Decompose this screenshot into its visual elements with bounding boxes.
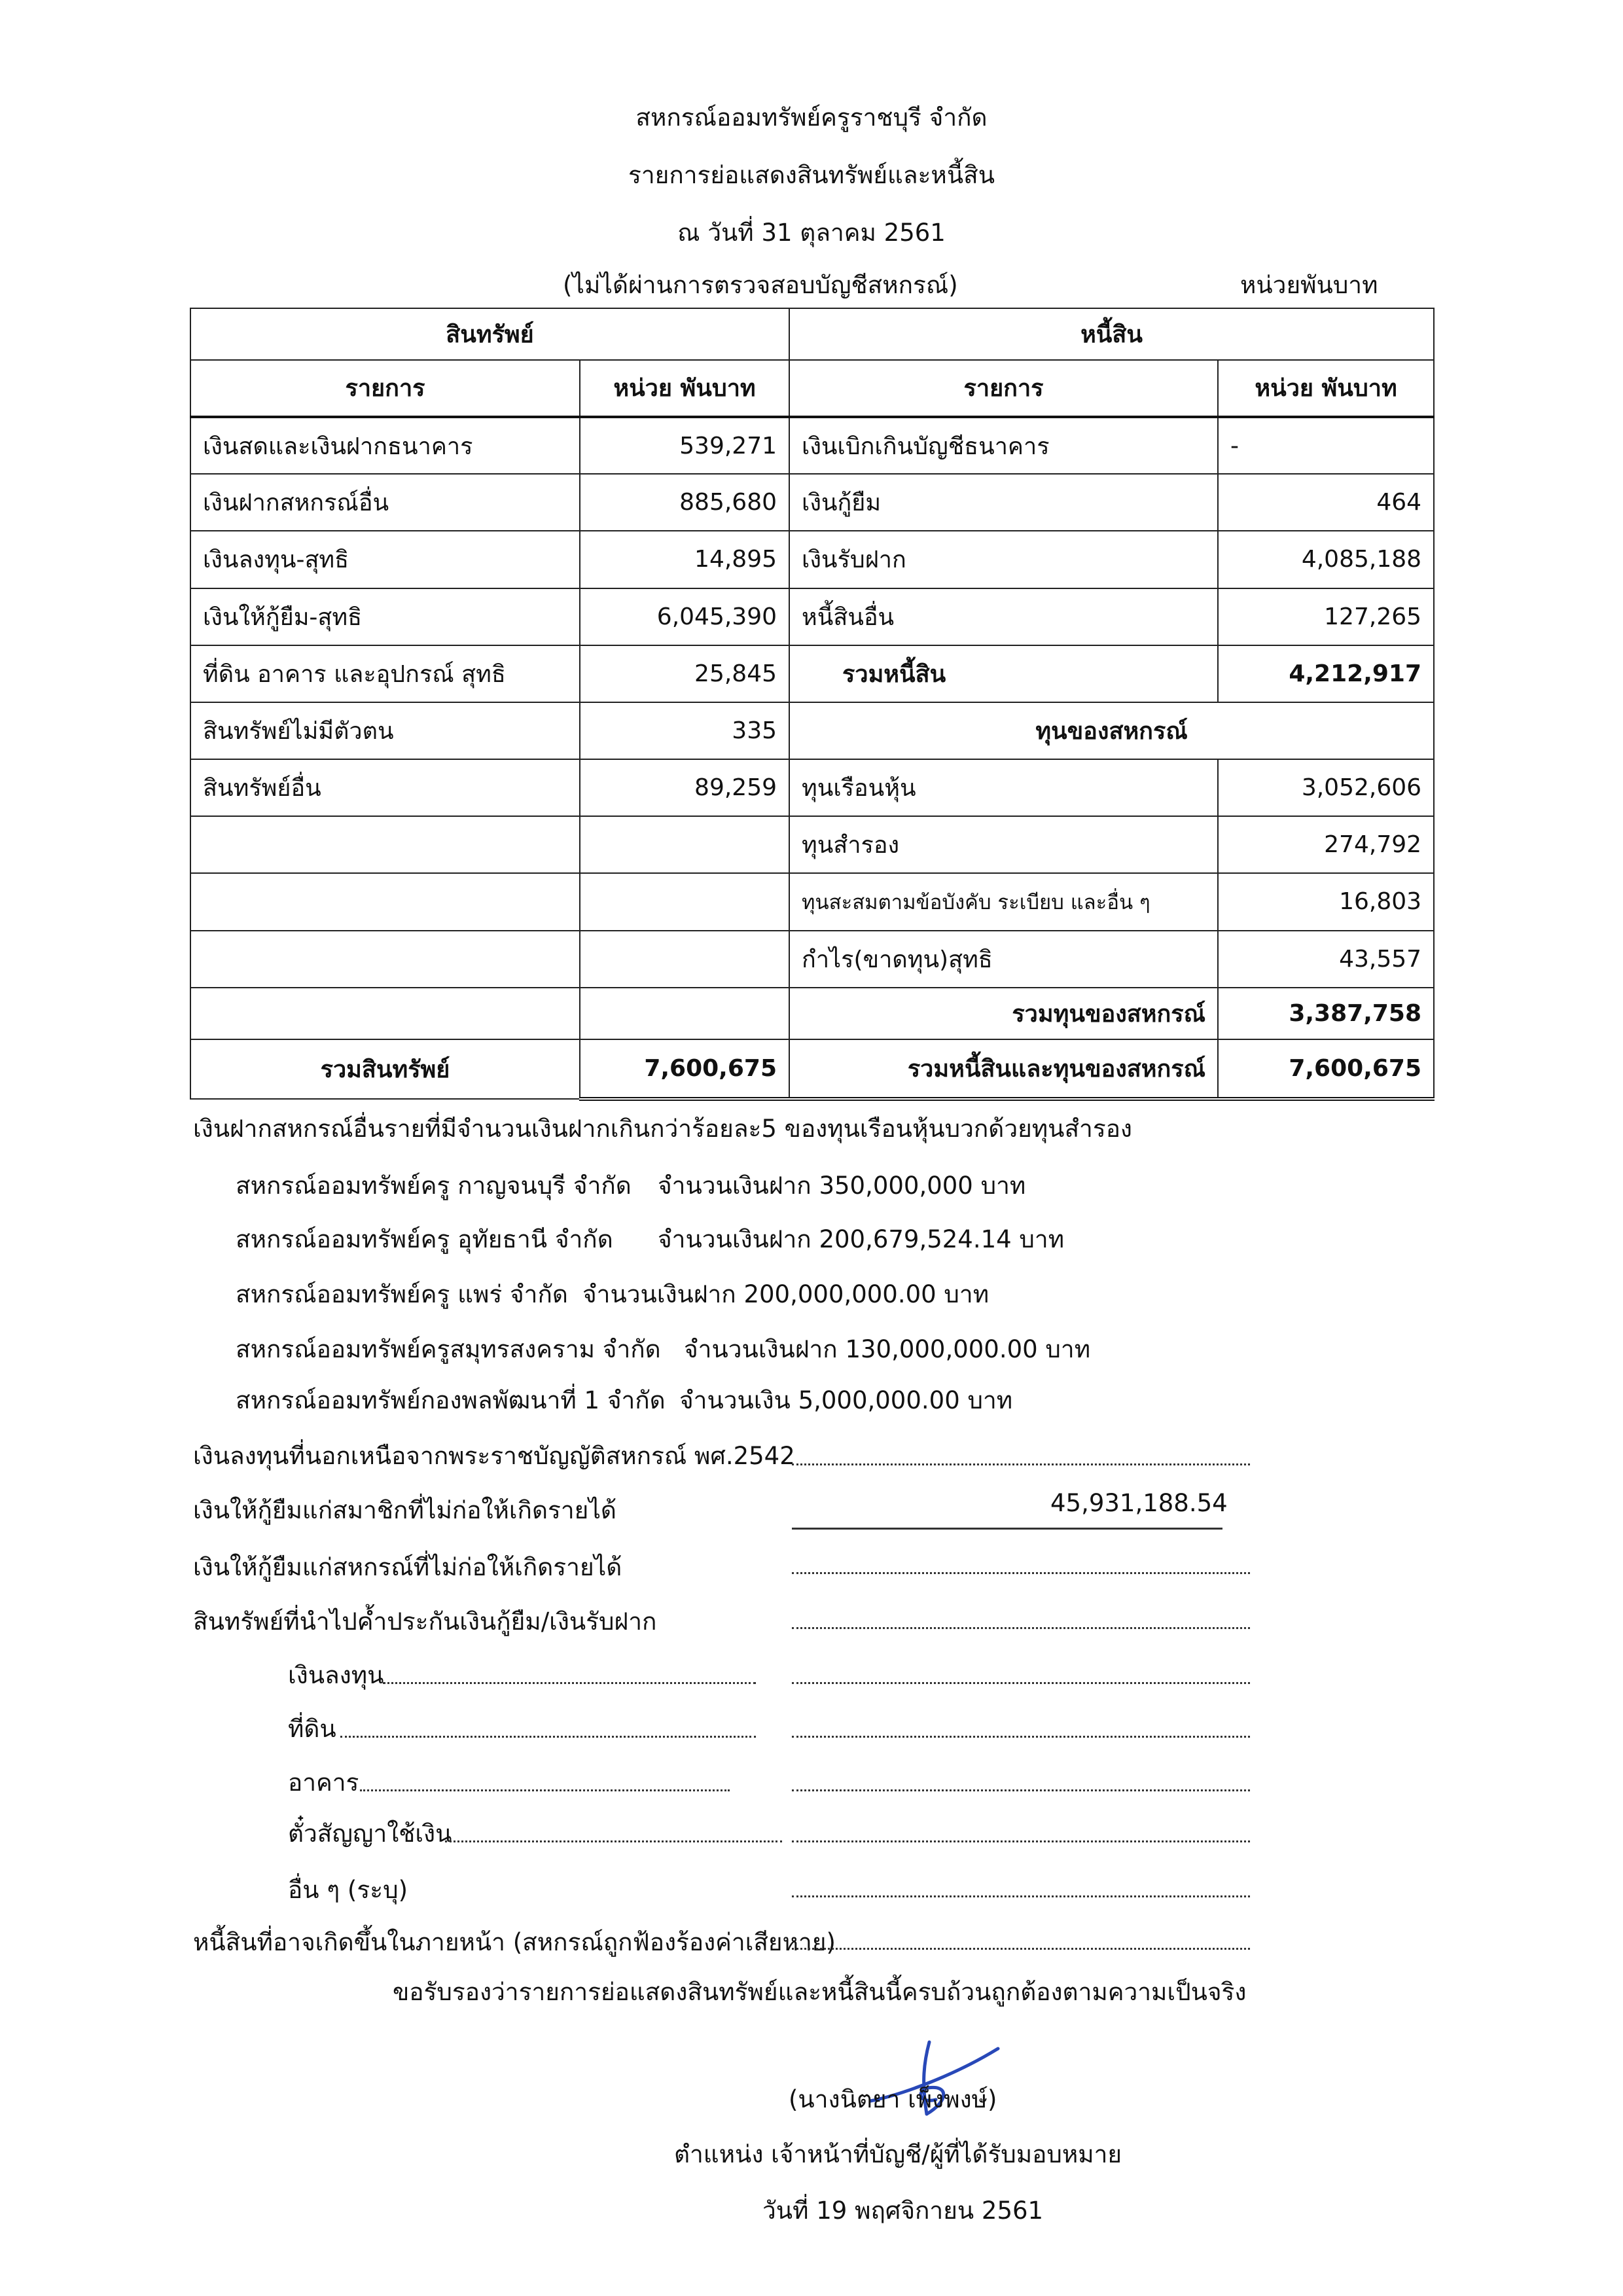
liability-value: 16,803: [1218, 873, 1434, 930]
contingent-liabilities-blank: [792, 1948, 1250, 1950]
member-loans-label: เงินให้กู้ยืมแก่สมาชิกที่ไม่ก่อให้เกิดรายได้: [193, 1496, 616, 1524]
pledged-investment-blank: [792, 1682, 1250, 1684]
asset-label: เงินลงทุน-สุทธิ: [190, 531, 580, 588]
liability-label: ทุนเรือนหุ้น: [789, 759, 1218, 816]
liability-label: ทุนสะสมตามข้อบังคับ ระเบียบ และอื่น ๆ: [789, 873, 1218, 930]
pledged-assets-blank: [792, 1627, 1250, 1629]
investment-outside-act-blank: [792, 1463, 1250, 1465]
coop-loans-label: เงินให้กู้ยืมแก่สหกรณ์ที่ไม่ก่อให้เกิดรายได้: [193, 1553, 622, 1581]
table-row: [190, 588, 1434, 645]
pledged-notes-label: ตั๋วสัญญาใช้เงิน: [288, 1820, 452, 1848]
pledged-investment-dots: [383, 1682, 756, 1684]
total-liabilities-label: รวมหนี้สิน: [789, 645, 1218, 702]
signed-date: วันที่ 19 พฤศจิกายน 2561: [762, 2197, 1044, 2225]
asset-value: 539,271: [580, 417, 789, 474]
audit-note: (ไม่ได้ผ่านการตรวจสอบบัญชีสหกรณ์): [563, 271, 958, 299]
liability-label: หนี้สินอื่น: [789, 588, 1218, 645]
pledged-building-blank: [792, 1789, 1250, 1791]
deposit-amount: จำนวนเงินฝาก 130,000,000.00 บาท: [684, 1335, 1091, 1363]
deposit-coop-name: สหกรณ์ออมทรัพย์ครู อุทัยธานี จำกัด: [236, 1225, 613, 1253]
table-row: [190, 873, 1434, 930]
table-row: [190, 474, 1434, 531]
coop-loans-blank: [792, 1572, 1250, 1574]
table-row: [190, 816, 1434, 873]
asset-label: [190, 816, 580, 873]
liability-label: กำไร(ขาดทุน)สุทธิ: [789, 931, 1218, 988]
table-row: [190, 988, 1434, 1039]
asset-value: [580, 988, 789, 1039]
deposit-coop-name: สหกรณ์ออมทรัพย์ครู แพร่ จำกัด: [236, 1280, 568, 1308]
deposit-amount: จำนวนเงินฝาก 200,679,524.14 บาท: [658, 1225, 1065, 1253]
col-asset-unit: หน่วย พันบาท: [580, 360, 789, 417]
pledged-land-label: ที่ดิน: [288, 1715, 336, 1743]
asset-label: ที่ดิน อาคาร และอุปกรณ์ สุทธิ: [190, 645, 580, 702]
equity-header: ทุนของสหกรณ์: [789, 702, 1434, 759]
asset-label: [190, 988, 580, 1039]
asset-value: 885,680: [580, 474, 789, 531]
deposit-coop-name: สหกรณ์ออมทรัพย์กองพลพัฒนาที่ 1 จำกัด: [236, 1386, 666, 1414]
total-assets-value: 7,600,675: [580, 1039, 789, 1099]
deposit-amount: จำนวนเงินฝาก 200,000,000.00 บาท: [582, 1280, 990, 1308]
asset-value: 89,259: [580, 759, 789, 816]
asset-value: [580, 816, 789, 873]
asset-value: 14,895: [580, 531, 789, 588]
total-equity-value: 3,387,758: [1218, 988, 1434, 1039]
asset-label: [190, 931, 580, 988]
asset-label: [190, 873, 580, 930]
liability-label: ทุนสำรอง: [789, 816, 1218, 873]
asset-value: [580, 931, 789, 988]
table-row: [190, 417, 1434, 474]
asset-value: [580, 873, 789, 930]
table-row: [190, 1039, 1434, 1099]
asset-label: สินทรัพย์อื่น: [190, 759, 580, 816]
asset-value: 25,845: [580, 645, 789, 702]
report-title: รายการย่อแสดงสินทรัพย์และหนี้สิน: [628, 161, 995, 189]
liability-value: 464: [1218, 474, 1434, 531]
liability-value: 4,085,188: [1218, 531, 1434, 588]
contingent-liabilities-label: หนี้สินที่อาจเกิดขึ้นในภายหน้า (สหกรณ์ถูกฟ้องร้องค่าเสียหาย): [193, 1928, 836, 1956]
unit-note: หน่วยพันบาท: [1240, 271, 1378, 299]
deposit-coop-name: สหกรณ์ออมทรัพย์ครูสมุทรสงคราม จำกัด: [236, 1335, 661, 1363]
pledged-building-label: อาคาร: [288, 1768, 359, 1797]
liability-label: เงินรับฝาก: [789, 531, 1218, 588]
balance-sheet-table: [190, 308, 1435, 1101]
pledged-other-blank: [792, 1895, 1250, 1897]
report-date: ณ วันที่ 31 ตุลาคม 2561: [677, 219, 946, 247]
deposit-amount: จำนวนเงินฝาก 350,000,000 บาท: [658, 1172, 1026, 1200]
total-liabilities-value: 4,212,917: [1218, 645, 1434, 702]
deposit-coop-name: สหกรณ์ออมทรัพย์ครู กาญจนบุรี จำกัด: [236, 1172, 632, 1200]
liability-value: 43,557: [1218, 931, 1434, 988]
liability-value: 127,265: [1218, 588, 1434, 645]
asset-label: เงินฝากสหกรณ์อื่น: [190, 474, 580, 531]
col-liability-unit: หน่วย พันบาท: [1218, 360, 1434, 417]
table-row: [190, 645, 1434, 702]
asset-label: เงินให้กู้ยืม-สุทธิ: [190, 588, 580, 645]
pledged-land-dots: [340, 1736, 756, 1738]
total-liabilities-equity-label: รวมหนี้สินและทุนของสหกรณ์: [789, 1039, 1218, 1099]
member-loans-underline: [792, 1528, 1222, 1530]
deposit-amount: จำนวนเงิน 5,000,000.00 บาท: [679, 1386, 1013, 1414]
investment-outside-act-label: เงินลงทุนที่นอกเหนือจากพระราชบัญญัติสหกรณ์ พศ.2542: [193, 1442, 795, 1470]
pledged-notes-dots: [445, 1840, 782, 1842]
liabilities-header: หนี้สิน: [789, 308, 1434, 360]
liability-value: 3,052,606: [1218, 759, 1434, 816]
liability-value: -: [1218, 417, 1434, 474]
pledged-notes-blank: [792, 1840, 1250, 1842]
assets-header: สินทรัพย์: [190, 308, 789, 360]
pledged-land-blank: [792, 1736, 1250, 1738]
pledged-building-dots: [360, 1789, 730, 1791]
total-liabilities-equity-value: 7,600,675: [1218, 1039, 1434, 1099]
org-name: สหกรณ์ออมทรัพย์ครูราชบุรี จำกัด: [635, 103, 988, 132]
col-asset-item: รายการ: [190, 360, 580, 417]
asset-value: 335: [580, 702, 789, 759]
total-equity-label: รวมทุนของสหกรณ์: [789, 988, 1218, 1039]
signer-position: ตำแหน่ง เจ้าหน้าที่บัญชี/ผู้ที่ได้รับมอบหมาย: [674, 2140, 1122, 2168]
liability-value: 274,792: [1218, 816, 1434, 873]
pledged-investment-label: เงินลงทุน: [288, 1661, 384, 1689]
signer-name: (นางนิตยา เพ็งพงษ์): [789, 2085, 997, 2113]
table-row: [190, 531, 1434, 588]
liability-label: เงินกู้ยืม: [789, 474, 1218, 531]
asset-value: 6,045,390: [580, 588, 789, 645]
table-row: [190, 931, 1434, 988]
liability-label: เงินเบิกเกินบัญชีธนาคาร: [789, 417, 1218, 474]
table-row: [190, 759, 1434, 816]
member-loans-value: 45,931,188.54: [1050, 1489, 1228, 1517]
table-row: [190, 702, 1434, 759]
total-assets-label: รวมสินทรัพย์: [190, 1039, 580, 1099]
pledged-assets-label: สินทรัพย์ที่นำไปค้ำประกันเงินกู้ยืม/เงินรับฝาก: [193, 1607, 657, 1636]
certification-statement: ขอรับรองว่ารายการย่อแสดงสินทรัพย์และหนี้สินนี้ครบถ้วนถูกต้องตามความเป็นจริง: [393, 1978, 1247, 2006]
deposits-heading: เงินฝากสหกรณ์อื่นรายที่มีจำนวนเงินฝากเกินกว่าร้อยละ5 ของทุนเรือนหุ้นบวกด้วยทุนสำรอง: [193, 1115, 1132, 1143]
asset-label: เงินสดและเงินฝากธนาคาร: [190, 417, 580, 474]
asset-label: สินทรัพย์ไม่มีตัวตน: [190, 702, 580, 759]
col-liability-item: รายการ: [789, 360, 1218, 417]
pledged-other-label: อื่น ๆ (ระบุ): [288, 1876, 408, 1904]
